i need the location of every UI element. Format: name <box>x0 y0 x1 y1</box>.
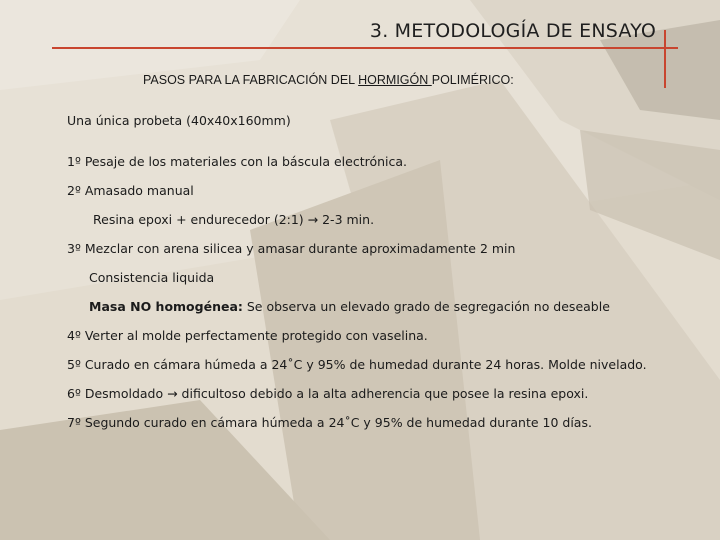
step-2-detail: Resina epoxi + endurecedor (2:1) → 2-3 min. <box>93 212 375 227</box>
subtitle-pre: PASOS PARA LA FABRICACIÓN DEL <box>143 73 359 87</box>
line-probeta: Una única probeta (40x40x160mm) <box>67 113 291 128</box>
step-5: 5º Curado en cámara húmeda a 24˚C y 95% de humedad durante 24 horas. Molde nivelado. <box>67 357 647 372</box>
subtitle-underlined: HORMIGÓN <box>358 73 432 87</box>
slide-title: 3. METODOLOGÍA DE ENSAYO <box>369 20 656 42</box>
step-3-detail-consistency: Consistencia liquida <box>89 270 215 285</box>
step-3-detail-mass <box>89 299 610 314</box>
step-4: 4º Verter al molde perfectamente protegido con vaselina. <box>67 328 428 343</box>
section-subtitle <box>143 73 514 87</box>
step-6: 6º Desmoldado → dificultoso debido a la alta adherencia que posee la resina epoxi. <box>67 386 589 401</box>
step-2: 2º Amasado manual <box>67 183 194 198</box>
title-vertical-accent <box>664 30 666 88</box>
subtitle-post: POLIMÉRICO: <box>431 73 514 87</box>
mass-description: Se observa un elevado grado de segregación no deseable <box>242 299 610 314</box>
title-underline <box>52 47 678 49</box>
step-7: 7º Segundo curado en cámara húmeda a 24˚C y 95% de humedad durante 10 días. <box>67 415 592 430</box>
step-1: 1º Pesaje de los materiales con la báscula electrónica. <box>67 154 408 169</box>
mass-bold-label: Masa NO homogénea: <box>89 299 243 314</box>
step-3: 3º Mezclar con arena silicea y amasar durante aproximadamente 2 min <box>67 241 516 256</box>
